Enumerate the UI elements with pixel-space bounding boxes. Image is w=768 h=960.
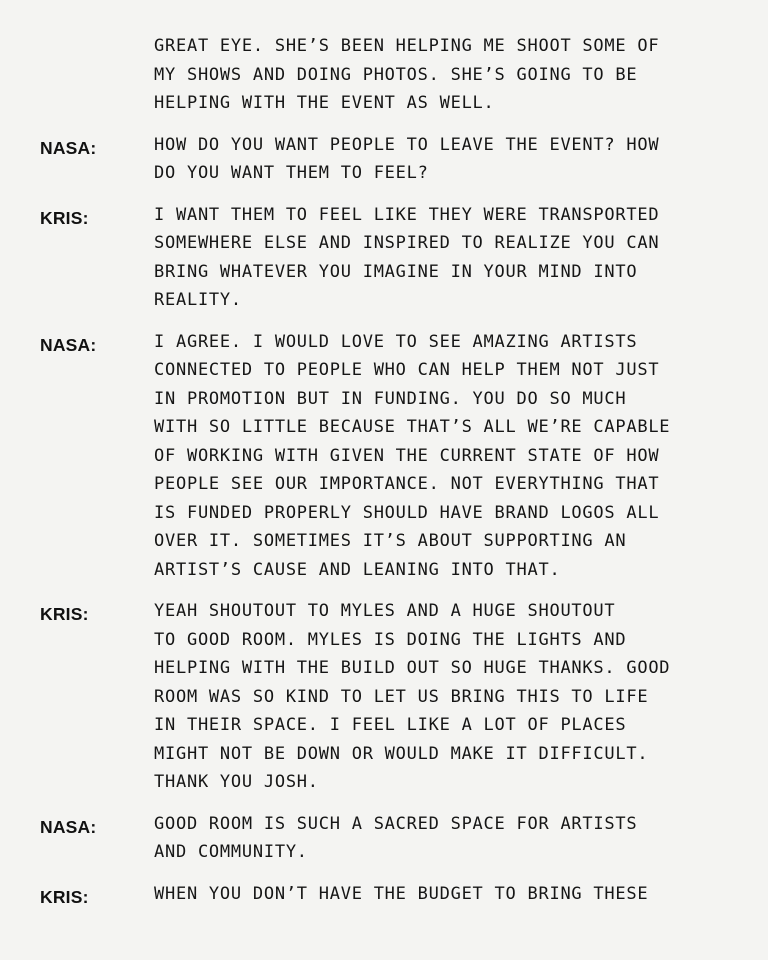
speech-text: GREAT EYE. SHE’S BEEN HELPING ME SHOOT SOME OF MY SHOWS AND DOING PHOTOS. SHE’S GOING TO BE HELPING WITH THE EVENT AS WELL. <box>154 36 660 113</box>
speaker-label: KRIS: <box>40 207 89 228</box>
speaker-label: NASA: <box>40 816 97 837</box>
transcript-entry-kris <box>0 201 768 315</box>
speaker-label: NASA: <box>40 137 97 158</box>
transcript-entry-kris <box>0 597 768 797</box>
speech-text: HOW DO YOU WANT PEOPLE TO LEAVE THE EVENT? HOW DO YOU WANT THEM TO FEEL? <box>154 134 660 183</box>
speech-text: WHEN YOU DON’T HAVE THE BUDGET TO BRING THESE <box>154 883 649 904</box>
speech-text: GOOD ROOM IS SUCH A SACRED SPACE FOR ARTISTS AND COMMUNITY. <box>154 813 638 862</box>
speaker-label: KRIS: <box>40 886 89 907</box>
interview-transcript <box>0 32 768 921</box>
speech-text: YEAH SHOUTOUT TO MYLES AND A HUGE SHOUTOUT TO GOOD ROOM. MYLES IS DOING THE LIGHTS AND HELPING WITH THE BUILD OUT SO HUGE THANKS. GOOD ROOM WAS SO KIND TO LET US BRING THIS TO LIFE IN THEIR SPACE. I FEEL LIKE A LOT OF PLACES MIGHT NOT BE DOWN OR WOULD MAKE IT DIFFICULT. THANK YOU JOSH. <box>154 601 671 792</box>
transcript-entry-nasa <box>0 328 768 585</box>
speaker-label: KRIS: <box>40 604 89 624</box>
transcript-entry-continuation <box>0 32 768 118</box>
speech-text: I AGREE. I WOULD LOVE TO SEE AMAZING ARTISTS CONNECTED TO PEOPLE WHO CAN HELP THEM NOT JUST IN PROMOTION BUT IN FUNDING. YOU DO SO MUCH WITH SO LITTLE BECAUSE THAT’S ALL WE’RE CAPABLE OF WORKING WITH GIVEN THE CURRENT STATE OF HOW PEOPLE SEE OUR IMPORTANCE. NOT EVERYTHING THAT IS FUNDED PROPERLY SHOULD HAVE BRAND LOGOS ALL OVER IT. SOMETIMES IT’S ABOUT SUPPORTING AN ARTIST’S CAUSE AND LEANING INTO THAT. <box>154 331 671 580</box>
speaker-label: NASA: <box>40 334 97 355</box>
transcript-entry-kris <box>0 880 768 909</box>
transcript-entry-nasa <box>0 810 768 867</box>
transcript-entry-nasa <box>0 131 768 188</box>
speech-text: I WANT THEM TO FEEL LIKE THEY WERE TRANSPORTED SOMEWHERE ELSE AND INSPIRED TO REALIZE YOU CAN BRING WHATEVER YOU IMAGINE IN YOUR MIND INTO REALITY. <box>154 204 660 310</box>
